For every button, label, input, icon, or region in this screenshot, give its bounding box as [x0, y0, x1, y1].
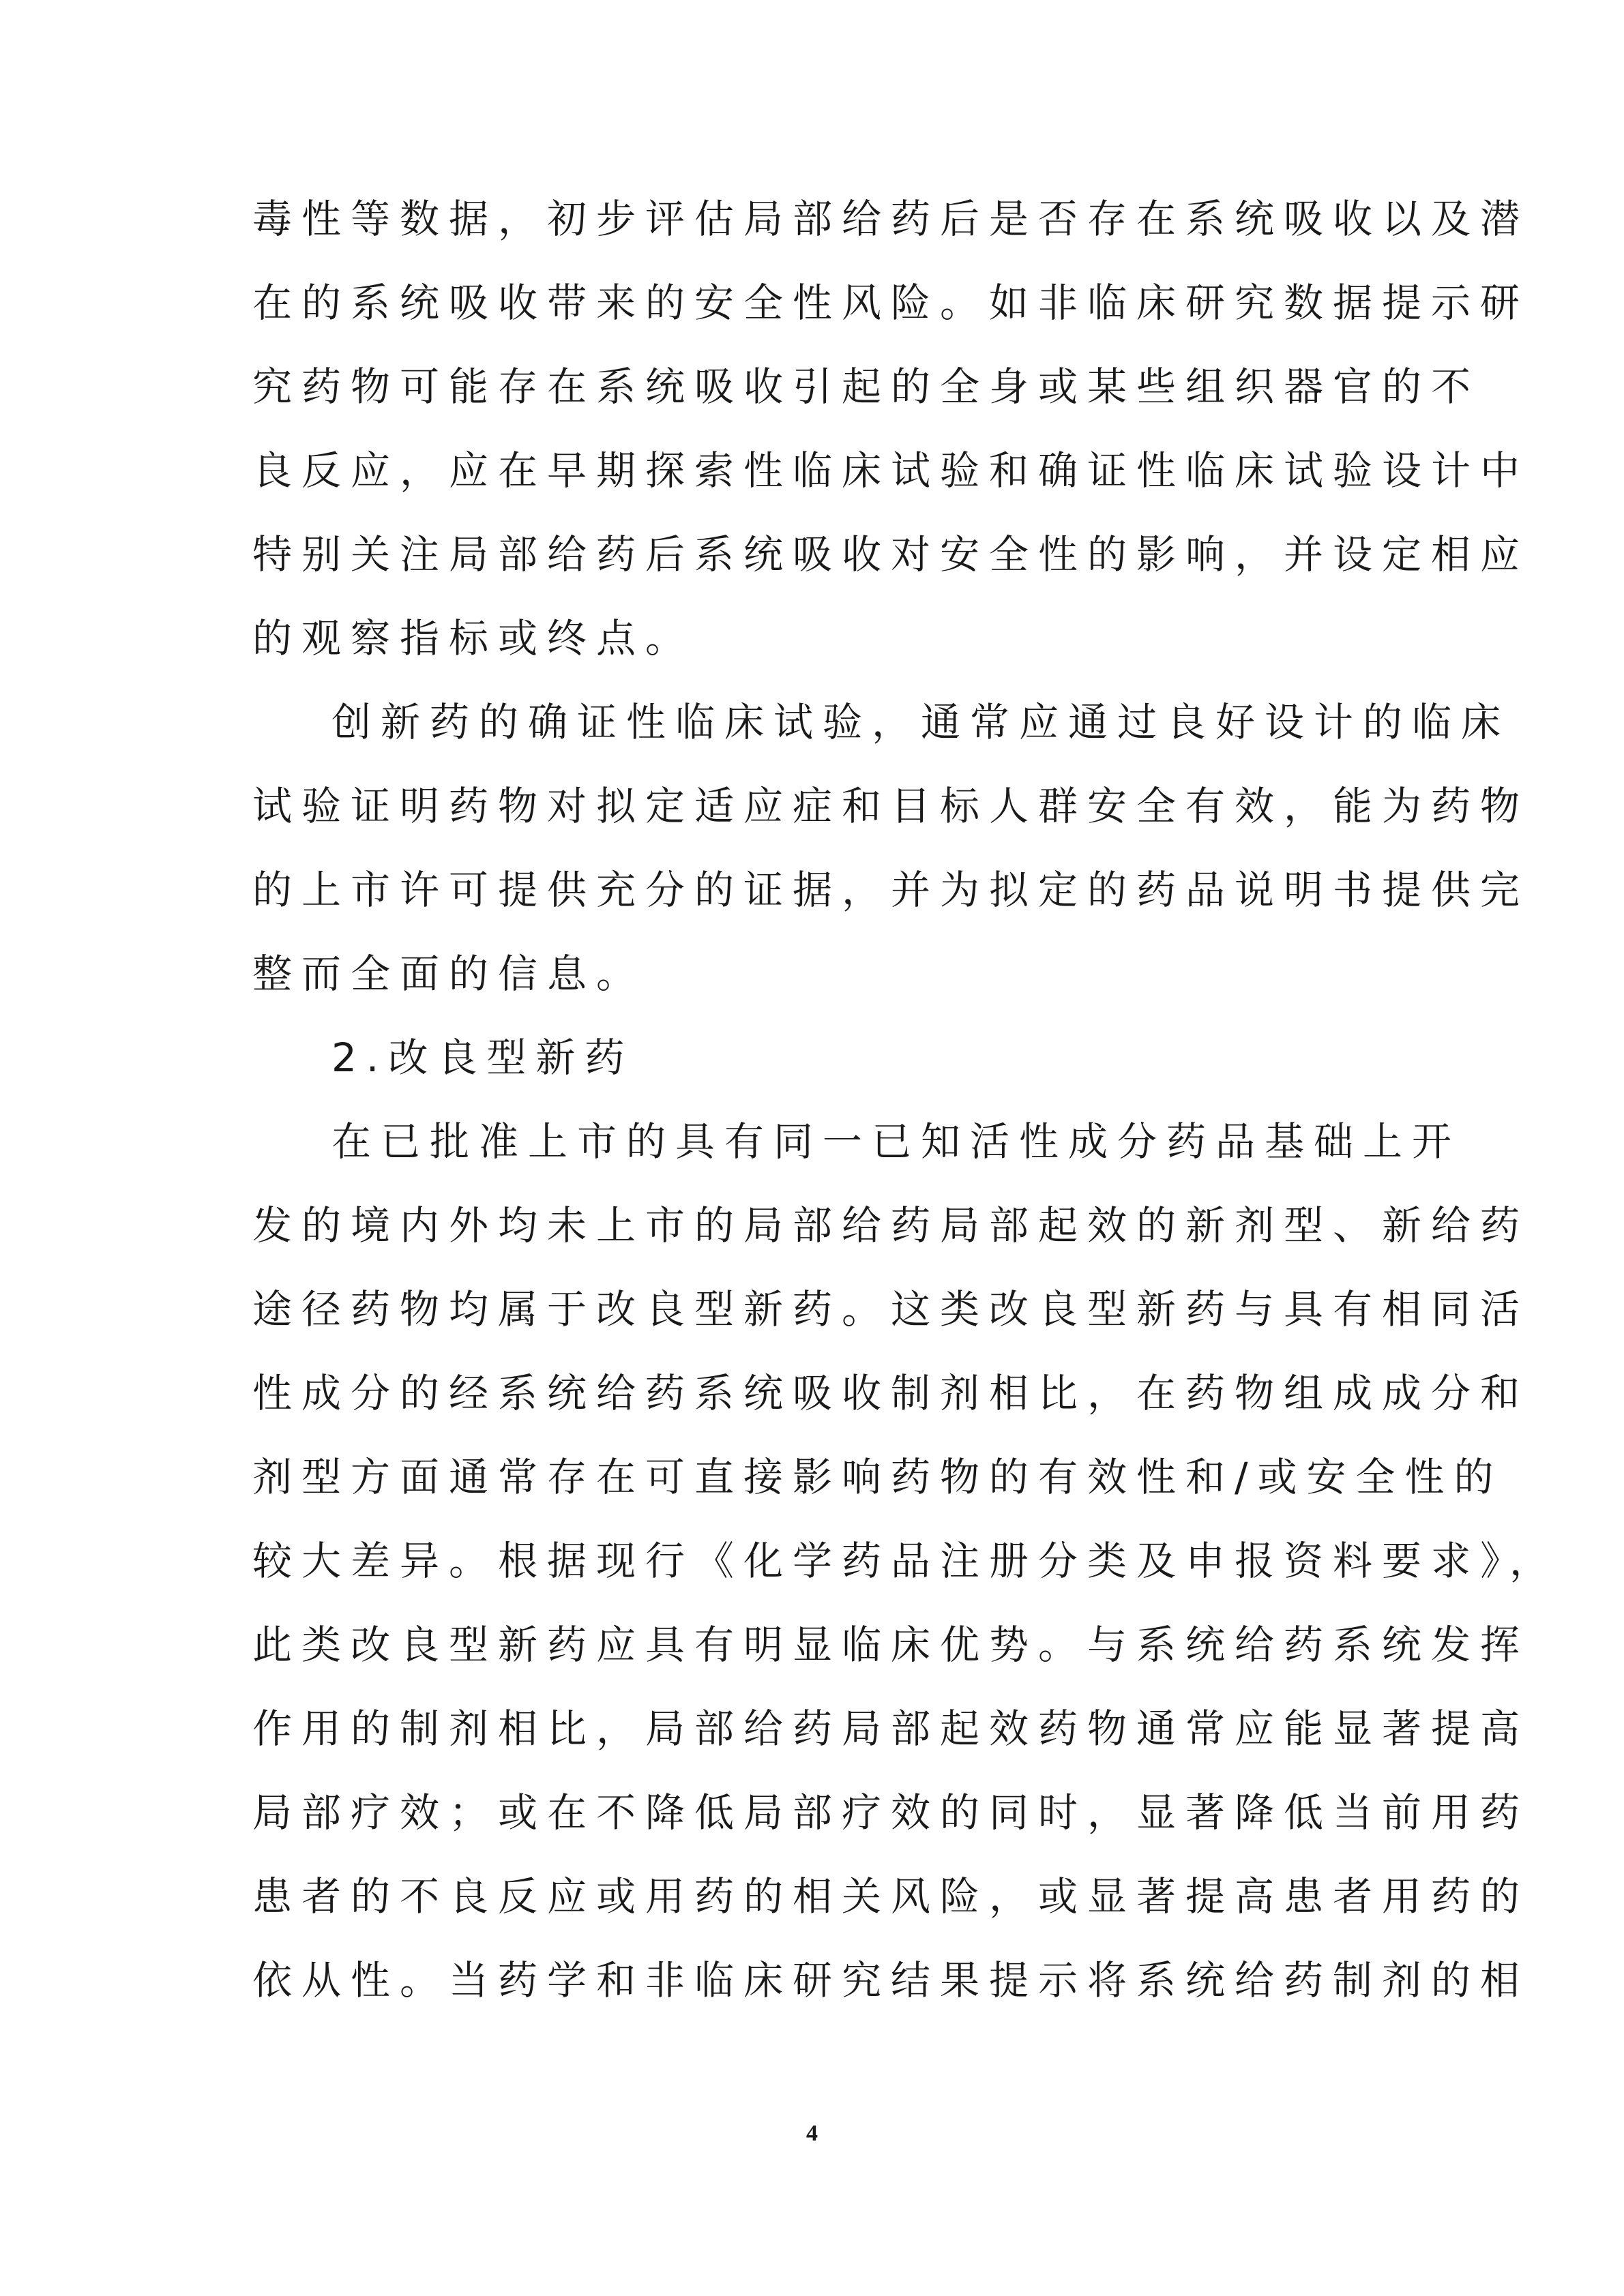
text-line: 作用的制剂相比，局部给药局部起效药物通常应能显著提高	[252, 1705, 1530, 1752]
text-line: 途径药物均属于改良型新药。这类改良型新药与具有相同活	[252, 1286, 1530, 1332]
page-number: 4	[806, 2121, 818, 2146]
paragraph-systemic-absorption	[252, 177, 1530, 681]
text-line: 剂型方面通常存在可直接影响药物的有效性和/或安全性的	[252, 1454, 1503, 1500]
text-line: 的观察指标或终点。	[252, 615, 695, 661]
paragraph-confirmatory-trial	[252, 681, 1530, 1016]
text-line: 依从性。当药学和非临床研究结果提示将系统给药制剂的相	[252, 1957, 1530, 2003]
text-line: 患者的不良反应或用药的相关风险，或显著提高患者用药的	[252, 1873, 1530, 1920]
text-line: 性成分的经系统给药系统吸收制剂相比，在药物组成成分和	[252, 1370, 1530, 1416]
text-line: 特别关注局部给药后系统吸收对安全性的影响，并设定相应	[252, 531, 1530, 578]
text-line: 毒性等数据，初步评估局部给药后是否存在系统吸收以及潜	[252, 196, 1530, 242]
text-line: 此类改良型新药应具有明显临床优势。与系统给药系统发挥	[252, 1622, 1530, 1668]
text-line: 发的境内外均未上市的局部给药局部起效的新剂型、新给药	[252, 1202, 1530, 1249]
text-line: 创新药的确证性临床试验，通常应通过良好设计的临床	[331, 699, 1511, 745]
text-line: 的上市许可提供充分的证据，并为拟定的药品说明书提供完	[252, 867, 1530, 913]
text-line: 究药物可能存在系统吸收引起的全身或某些组织器官的不	[252, 363, 1481, 410]
text-line: 整而全面的信息。	[252, 951, 646, 997]
text-line: 试验证明药物对拟定适应症和目标人群安全有效，能为药物	[252, 783, 1530, 829]
document-body	[252, 177, 1559, 2023]
text-line: 在的系统吸收带来的安全性风险。如非临床研究数据提示研	[252, 280, 1530, 326]
text-line: 局部疗效；或在不降低局部疗效的同时，显著降低当前用药	[252, 1789, 1530, 1836]
section-heading-improved-new-drug	[252, 1016, 1378, 1100]
paragraph-improved-new-drug	[252, 1100, 1559, 2023]
text-line: 良反应，应在早期探索性临床试验和确证性临床试验设计中	[252, 447, 1530, 494]
heading-text: 2.改良型新药	[331, 1034, 634, 1081]
text-line: 在已批准上市的具有同一已知活性成分药品基础上开	[331, 1118, 1462, 1165]
text-line: 较大差异。根据现行《化学药品注册分类及申报资料要求》，	[252, 1538, 1559, 1584]
